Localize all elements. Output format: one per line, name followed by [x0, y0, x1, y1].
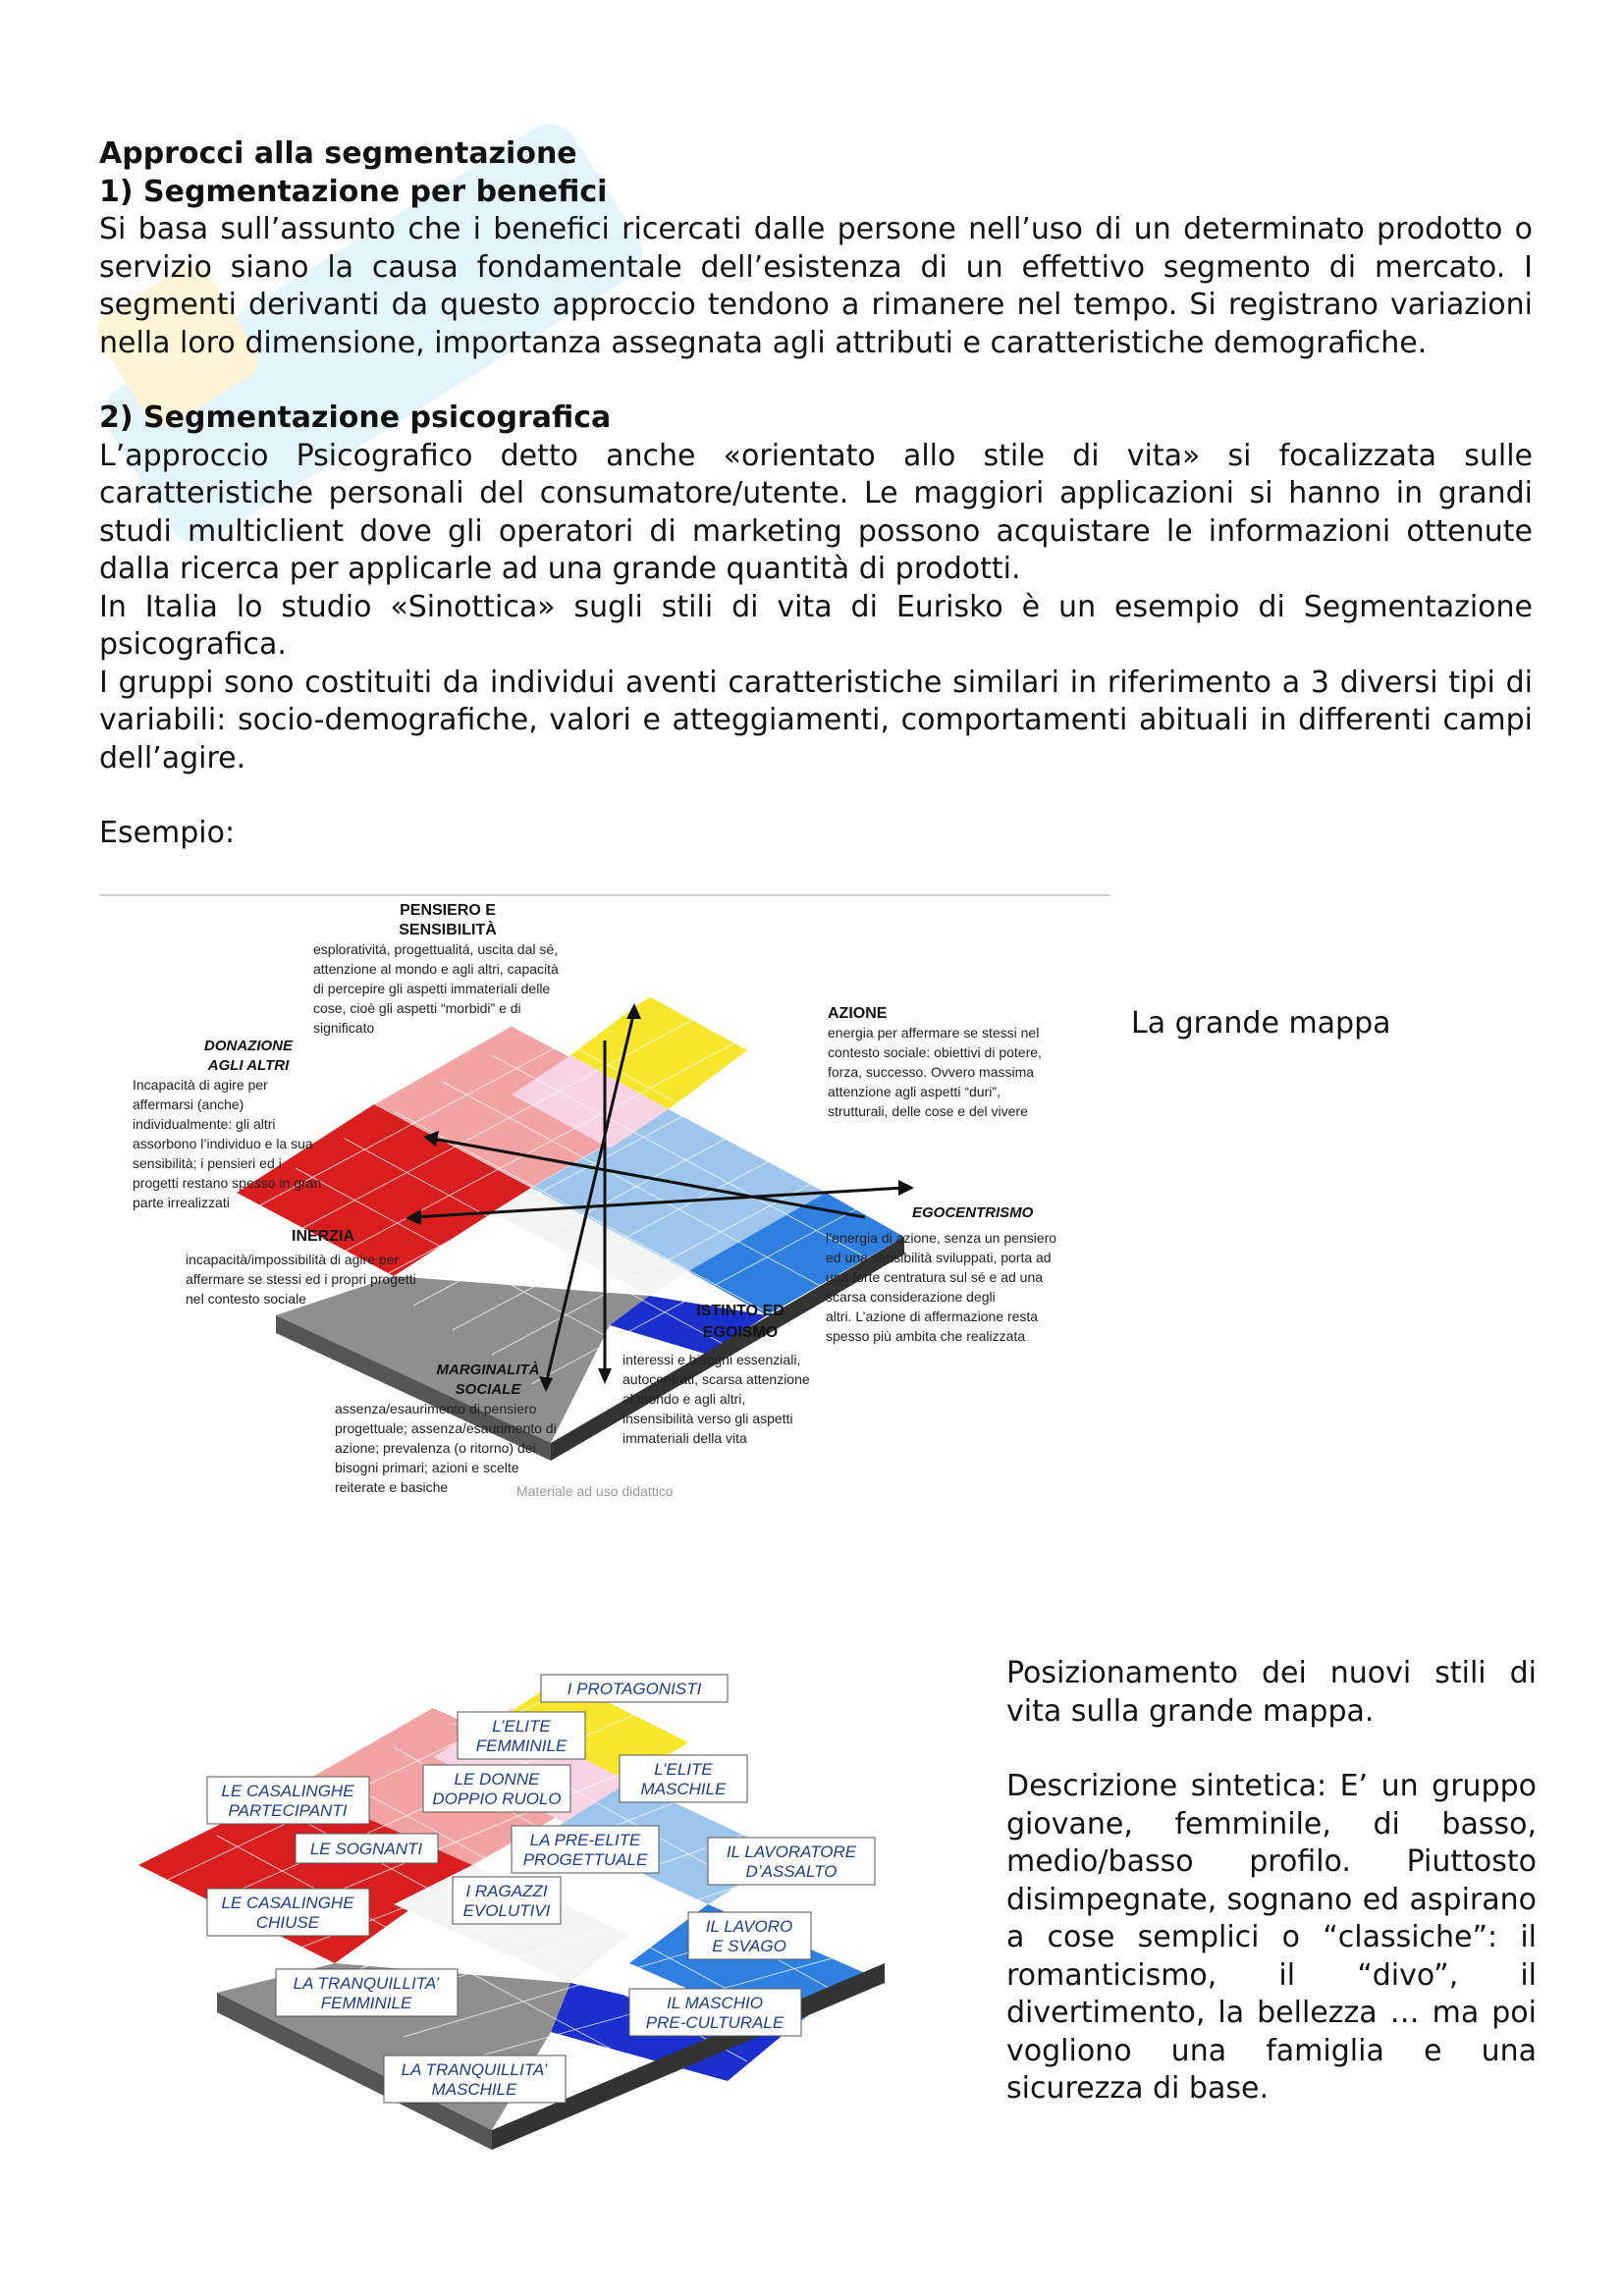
document-text	[99, 135, 1533, 853]
example-label: Esempio:	[99, 816, 236, 850]
svg-text:IL MASCHIO: IL MASCHIO	[667, 1994, 763, 2012]
egocentrismo-desc-5: altri. L’azione di affermazione resta	[826, 1308, 1039, 1324]
svg-text:LE DONNE: LE DONNE	[454, 1770, 540, 1789]
main-heading: Approcci alla segmentazione	[99, 136, 577, 171]
svg-text:I PROTAGONISTI: I PROTAGONISTI	[567, 1680, 702, 1698]
istinto-desc-2: autocentrati, scarsa attenzione	[622, 1371, 810, 1387]
svg-text:LE SOGNANTI: LE SOGNANTI	[309, 1840, 423, 1858]
svg-text:I RAGAZZI: I RAGAZZI	[465, 1882, 548, 1900]
marginalita-desc-2: progettuale; assenza/esaurimento di	[335, 1420, 557, 1436]
tag-casalinghe-partecipanti	[207, 1777, 369, 1824]
svg-text:LA TRANQUILLITA’: LA TRANQUILLITA’	[293, 1974, 440, 1993]
istinto-desc-3: al mondo e agli altri,	[622, 1391, 746, 1407]
pensiero-desc-2: attenzione al mondo e agli altri, capacità	[313, 961, 559, 977]
tag-ragazzi-evolutivi	[453, 1877, 561, 1924]
tag-tranquillita-femminile	[276, 1969, 458, 2016]
azione-desc-3: forza, successo. Ovvero massima	[828, 1064, 1035, 1080]
inerzia-desc-2: affermare se stessi ed i propri progetti	[186, 1271, 416, 1287]
inerzia-desc-3: nel contesto sociale	[186, 1291, 306, 1307]
section-1-body: Si basa sull’assunto che i benefici ricercati dalle persone nell’uso di un determinato prodotto o servizio siano la causa fondamentale dell’esistenza di un effettivo segmento di mercato. I segmenti derivanti da questo approccio tendono a rimanere nel tempo. Si registrano variazioni nella loro dimensione, importanza assegnata agli attributi e caratteristiche demografiche.	[99, 212, 1533, 360]
istinto-title-2: EGOISMO	[702, 1324, 779, 1341]
inerzia-desc-1: incapacità/impossibilità di agire per	[186, 1252, 400, 1267]
svg-text:L’ELITE: L’ELITE	[654, 1760, 713, 1779]
tag-lavoratore-assalto	[708, 1838, 875, 1885]
svg-text:PRE-CULTURALE: PRE-CULTURALE	[645, 2013, 784, 2032]
svg-text:FEMMINILE: FEMMINILE	[475, 1736, 568, 1755]
istinto-desc-1: interessi e bisogni essenziali,	[622, 1352, 801, 1367]
pensiero-desc-3: di percepire gli aspetti immateriali delle	[313, 981, 551, 996]
azione-desc-5: strutturali, delle cose e del vivere	[828, 1103, 1028, 1119]
istinto-desc-5: immateriali della vita	[622, 1430, 747, 1446]
azione-title: AZIONE	[828, 1005, 888, 1022]
section-2-title: 2) Segmentazione psicografica	[99, 400, 612, 435]
egocentrismo-desc-2: ed una sensibilità sviluppati, porta ad	[826, 1250, 1052, 1265]
svg-text:DOPPIO RUOLO: DOPPIO RUOLO	[432, 1789, 562, 1808]
svg-text:L’ELITE: L’ELITE	[492, 1717, 551, 1735]
tag-tranquillita-maschile	[384, 2056, 566, 2103]
azione-desc-4: attenzione agli aspetti “duri”,	[828, 1084, 1001, 1099]
donazione-desc-2: affermarsi (anche)	[133, 1096, 244, 1112]
egocentrismo-desc-6: spesso più ambita che realizzata	[826, 1328, 1026, 1344]
figure-1-caption: La grande mappa	[1131, 1006, 1391, 1041]
egocentrismo-desc-4: scarsa considerazione degli	[826, 1289, 996, 1305]
donazione-desc-3: individualmente: gli altri	[133, 1116, 276, 1132]
svg-text:LE CASALINGHE: LE CASALINGHE	[221, 1894, 354, 1912]
section-2-paragraph-1: L’approccio Psicografico detto anche «orientato allo stile di vita» si focalizzata sulle caratteristiche personali del consumatore/utente. Le maggiori applicazioni si hanno in grandi studi multiclient dove gli operatori di marketing possono acquistare le informazioni ottenute dalla ricerca per applicarle ad una grande quantità di prodotti.	[99, 438, 1533, 586]
stili-di-vita-map	[99, 1669, 983, 2189]
pensiero-title-1: PENSIERO E	[400, 902, 496, 919]
svg-text:MASCHILE: MASCHILE	[640, 1780, 727, 1798]
donazione-title-2: AGLI ALTRI	[207, 1057, 290, 1074]
donazione-desc-1: Incapacità di agire per	[133, 1077, 268, 1093]
tag-elite-maschile	[620, 1755, 747, 1802]
svg-text:D’ASSALTO: D’ASSALTO	[745, 1862, 838, 1881]
svg-text:CHIUSE: CHIUSE	[255, 1913, 320, 1932]
section-2-paragraph-3: I gruppi sono costituiti da individui aventi caratteristiche similari in riferimento a 3 diversi tipi di variabili: socio-demografiche, valori e atteggiamenti, comportamenti abituali in differenti campi dell’agire.	[99, 665, 1533, 775]
svg-text:LA TRANQUILLITA’: LA TRANQUILLITA’	[401, 2060, 548, 2079]
tag-sognanti	[296, 1834, 438, 1863]
inerzia-title: INERZIA	[292, 1228, 354, 1245]
istinto-title-1: ISTINTO ED	[696, 1303, 784, 1319]
donazione-title-1: DONAZIONE	[204, 1038, 293, 1054]
tag-casalinghe-chiuse	[207, 1889, 369, 1936]
svg-text:PROGETTUALE: PROGETTUALE	[522, 1850, 648, 1869]
tag-protagonisti	[541, 1675, 728, 1702]
isometric-map	[237, 977, 914, 1461]
section-1-title: 1) Segmentazione per benefici	[99, 174, 608, 209]
marginalita-title-2: SOCIALE	[455, 1381, 521, 1398]
egocentrismo-title: EGOCENTRISMO	[912, 1204, 1034, 1221]
svg-text:FEMMINILE: FEMMINILE	[320, 1994, 412, 2012]
istinto-desc-4: insensibilità verso gli aspetti	[622, 1411, 793, 1426]
side-description	[1006, 1655, 1537, 2109]
side-paragraph-1: Posizionamento dei nuovi stili di vita sulla grande mappa.	[1006, 1656, 1537, 1729]
figure-footer: Materiale ad uso didattico	[516, 1483, 674, 1497]
pensiero-desc-1: esplorativitá, progettualitá, uscita dal sé,	[313, 941, 559, 957]
donazione-desc-4: assorbono l’individuo e la sua	[133, 1136, 313, 1151]
pensiero-desc-4: cose, cioè gli aspetti “morbidi” e di	[313, 1000, 521, 1016]
tag-maschio-preculturale	[629, 1989, 801, 2036]
egocentrismo-desc-3: una forte centratura sul sé e ad una	[826, 1269, 1044, 1285]
grande-mappa-figure	[99, 893, 1110, 1497]
marginalita-desc-5: reiterate e basiche	[335, 1479, 449, 1495]
tag-elite-femminile	[458, 1712, 585, 1759]
egocentrismo-desc-1: l’energia di azione, senza un pensiero	[826, 1230, 1057, 1246]
azione-desc-2: contesto sociale: obiettivi di potere,	[828, 1044, 1042, 1060]
donazione-desc-7: parte irrealizzati	[133, 1195, 230, 1210]
svg-text:IL LAVORO: IL LAVORO	[705, 1917, 793, 1936]
svg-text:LA PRE-ELITE: LA PRE-ELITE	[529, 1831, 641, 1849]
side-paragraph-2: Descrizione sintetica: E’ un gruppo giovane, femminile, di basso, medio/basso profilo. Piuttosto disimpegnate, sognano ed aspirano a cose semplici o “classiche”: il romanticismo, il “divo”, il divertimento, la bellezza … ma poi vogliono una famiglia e una sicurezza di base.	[1006, 1769, 1537, 2106]
svg-text:IL LAVORATORE: IL LAVORATORE	[726, 1842, 857, 1861]
svg-text:PARTECIPANTI: PARTECIPANTI	[228, 1801, 348, 1820]
svg-text:LE CASALINGHE: LE CASALINGHE	[221, 1782, 354, 1800]
marginalita-desc-4: bisogni primari; azioni e scelte	[335, 1460, 519, 1475]
donazione-desc-5: sensibilità; i pensieri ed i	[133, 1155, 282, 1171]
tag-donne-doppio-ruolo	[423, 1765, 570, 1812]
marginalita-title-1: MARGINALITÀ	[436, 1362, 540, 1378]
pensiero-title-2: SENSIBILITÀ	[399, 922, 497, 938]
svg-text:E SVAGO: E SVAGO	[712, 1937, 786, 1955]
tag-lavoro-svago	[688, 1912, 811, 1959]
section-2-paragraph-2: In Italia lo studio «Sinottica» sugli stili di vita di Eurisko è un esempio di Segmentazione psicografica.	[99, 589, 1533, 662]
tag-pre-elite	[512, 1826, 659, 1873]
svg-text:MASCHILE: MASCHILE	[431, 2080, 517, 2099]
azione-desc-1: energia per affermare se stessi nel	[828, 1025, 1040, 1041]
marginalita-desc-1: assenza/esaurimento di pensiero	[335, 1401, 537, 1416]
pensiero-desc-5: significato	[313, 1020, 375, 1036]
donazione-desc-6: progetti restano spesso in gran	[133, 1175, 322, 1191]
marginalita-desc-3: azione; prevalenza (o ritorno) dei	[335, 1440, 536, 1456]
svg-text:EVOLUTIVI: EVOLUTIVI	[462, 1901, 551, 1920]
